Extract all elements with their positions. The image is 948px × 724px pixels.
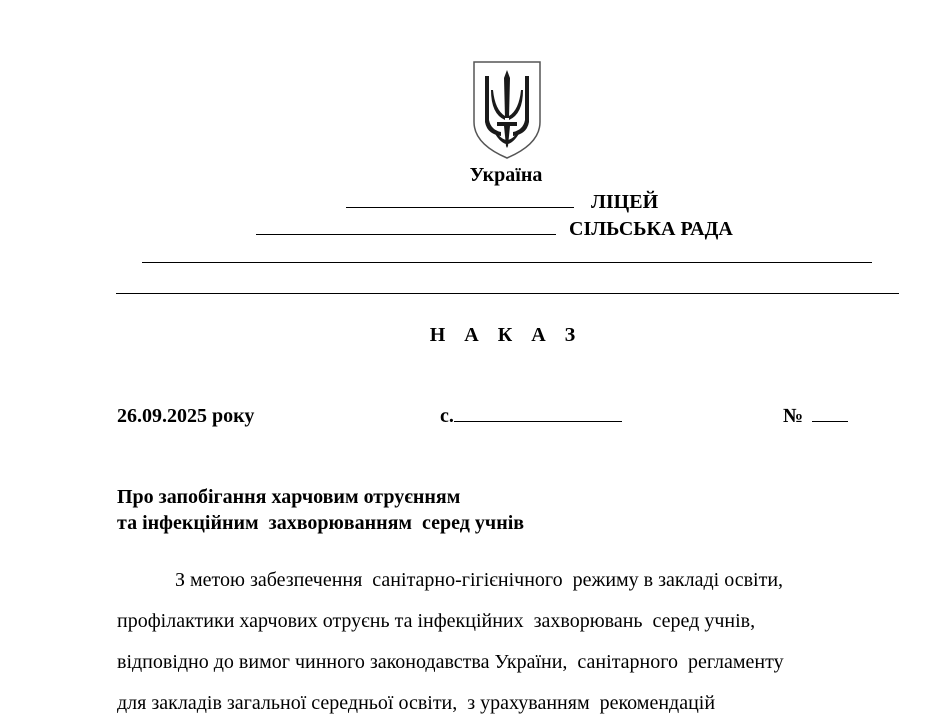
body-line-2: профілактики харчових отруєнь та інфекційних захворювань серед учнів, xyxy=(117,610,756,632)
school-name-blank xyxy=(346,206,574,208)
coat-of-arms-emblem xyxy=(471,60,543,160)
body-line-3: відповідно до вимог чинного законодавства України, санітарного регламенту xyxy=(117,651,784,673)
council-name-line xyxy=(256,218,733,241)
order-place xyxy=(440,405,622,428)
order-place-blank xyxy=(454,420,622,422)
order-place-prefix: с. xyxy=(440,405,454,427)
school-name-suffix: ЛІЦЕЙ xyxy=(591,191,659,213)
order-date: 26.09.2025 року xyxy=(117,405,255,427)
header-divider-line xyxy=(142,262,872,263)
order-body xyxy=(117,560,887,724)
order-subject-line-2: та інфекційним захворюванням серед учнів xyxy=(117,512,525,534)
order-number xyxy=(783,405,848,428)
school-name-line xyxy=(346,191,658,214)
order-subject-line-1: Про запобігання харчовим отруєнням xyxy=(117,486,461,508)
country-name: Україна xyxy=(469,164,543,186)
order-title: Н А К А З xyxy=(429,324,583,346)
council-name-blank xyxy=(256,233,556,235)
body-line-4: для закладів загальної середньої освіти, з урахуванням рекомендацій xyxy=(117,692,716,714)
council-name-suffix: СІЛЬСЬКА РАДА xyxy=(569,218,733,240)
order-number-blank xyxy=(812,420,848,422)
trident-icon xyxy=(471,60,543,160)
order-number-prefix: № xyxy=(783,405,804,427)
order-subject xyxy=(117,484,524,536)
header-divider-line-second xyxy=(116,293,899,294)
body-line-1: З метою забезпечення санітарно-гігієнічного режиму в закладі освіти, xyxy=(175,569,784,591)
